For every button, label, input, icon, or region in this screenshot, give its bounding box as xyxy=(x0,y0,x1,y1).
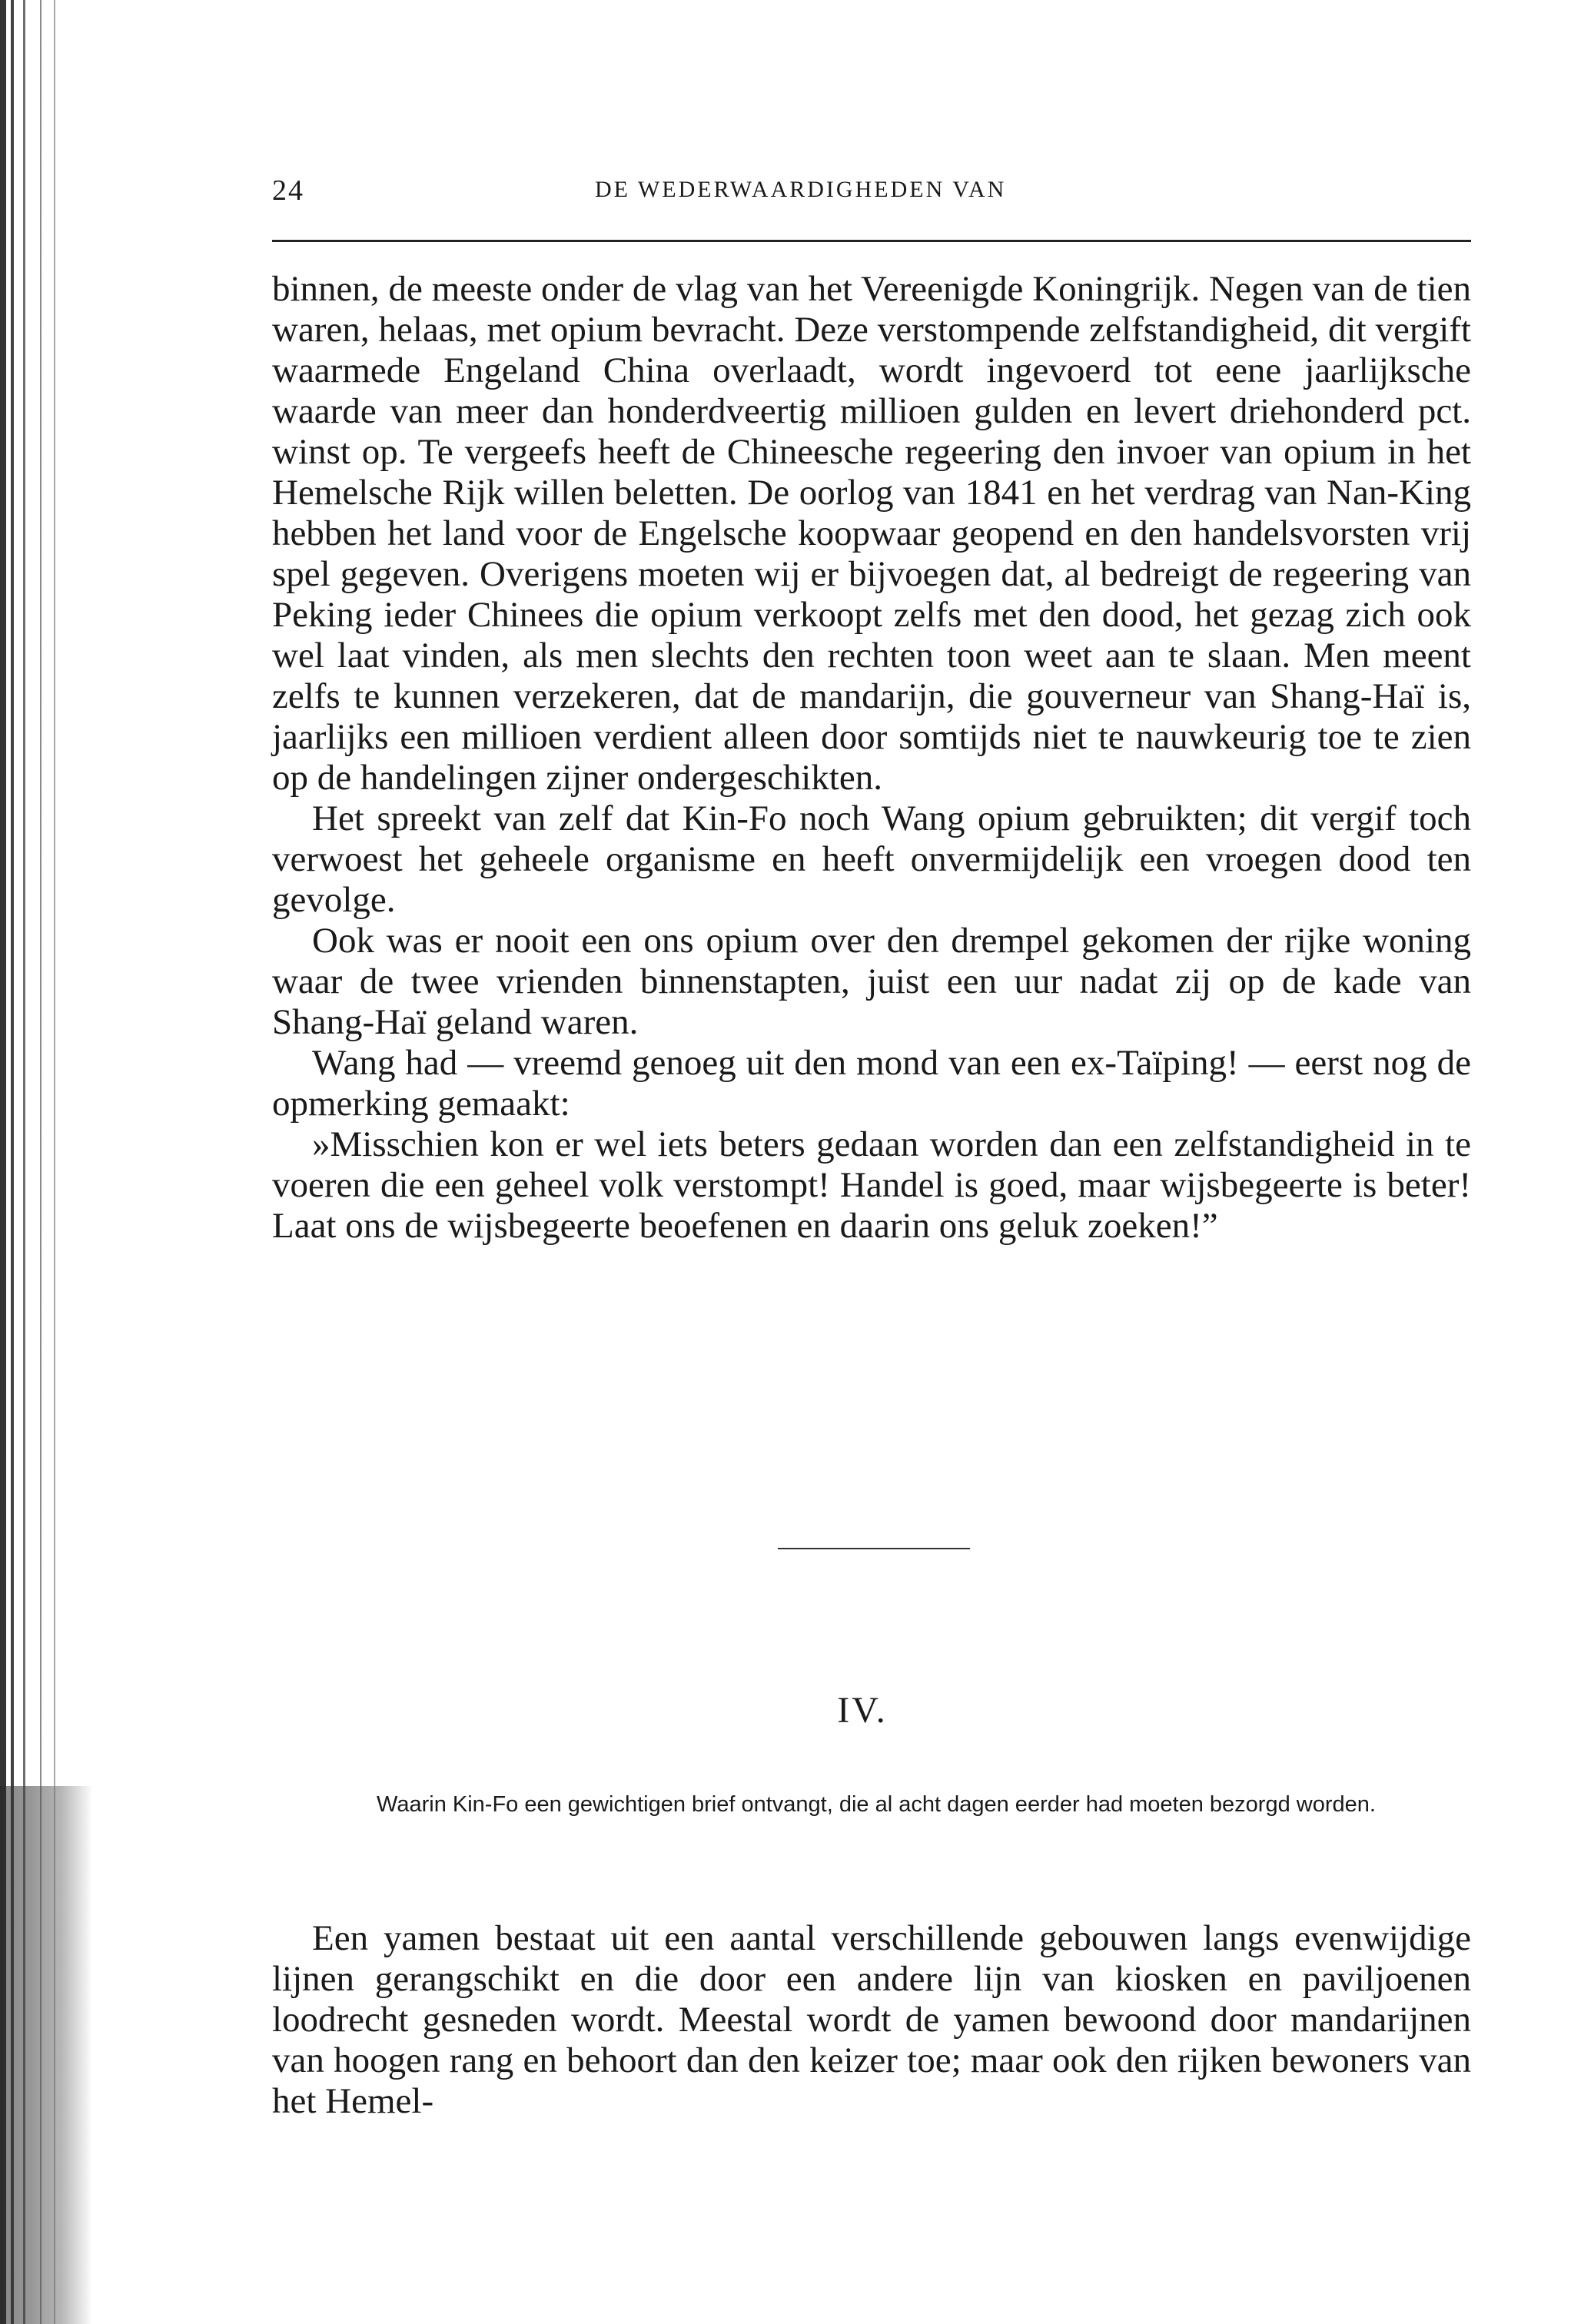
chapter-summary: Waarin Kin-Fo een gewichtigen brief ontvangt, die al acht dagen eerder had moeten bezorgd worden. xyxy=(377,1792,1376,1817)
section-divider xyxy=(778,1548,970,1549)
page-number: 24 xyxy=(272,174,304,207)
header-rule xyxy=(272,240,1471,242)
paragraph-continuation: binnen, de meeste onder de vlag van het Vereenigde Koningrijk. Negen van de tien waren, helaas, met opium bevracht. Deze verstompende zelfstandigheid, dit vergift waarmede Engeland China overlaadt, wordt ingevoerd tot eene jaarlijksche waarde van meer dan honderdveertig millioen gulden en levert driehonderd pct. winst op. Te vergeefs heeft de Chineesche regeering den invoer van opium in het Hemelsche Rijk willen beletten. De oorlog van 1841 en het verdrag van Nan-King hebben het land voor de Engelsche koopwaar geopend en den handelsvorsten vrij spel gegeven. Overigens moeten wij er bijvoegen dat, al bedreigt de regeering van Peking ieder Chinees die opium verkoopt zelfs met den dood, het gezag zich ook wel laat vinden, als men slechts den rechten toon weet aan te slaan. Men meent zelfs te kunnen verzekeren, dat de mandarijn, die gouverneur van Shang-Haï is, jaarlijks een millioen verdient alleen door somtijds niet te nauwkeurig toe te zien op de handelingen zijner ondergeschikten. xyxy=(272,269,1471,798)
running-head xyxy=(272,174,1471,220)
chapter-number: IV. xyxy=(837,1690,888,1731)
scanned-binding-edge xyxy=(0,0,92,2324)
paragraph: Ook was er nooit een ons opium over den drempel gekomen der rijke woning waar de twee vrienden binnenstapten, juist een uur nadat zij op de kade van Shang-Haï geland waren. xyxy=(272,921,1471,1042)
paragraph: Een yamen bestaat uit een aantal verschillende gebouwen langs evenwijdige lijnen gerangschikt en die door een andere lijn van kiosken en paviljoenen loodrecht gesneden wordt. Meestal wordt de yamen bewoond door mandarijnen van hoogen rang en behoort dan den keizer toe; maar ook den rijken bewoners van het Hemel- xyxy=(272,1918,1471,2121)
paragraph: Het spreekt van zelf dat Kin-Fo noch Wang opium gebruikten; dit vergif toch verwoest het geheele organisme en heeft onvermijdelijk een vroegen dood ten gevolge. xyxy=(272,798,1471,920)
paragraph: Wang had — vreemd genoeg uit den mond van een ex-Taïping! — eerst nog de opmerking gemaakt: xyxy=(272,1043,1471,1124)
chapter-opening-text xyxy=(272,1918,1471,2122)
paragraph-quote: »Misschien kon er wel iets beters gedaan worden dan een zelfstandigheid in te voeren die een geheel volk verstompt! Handel is goed, maar wijsbegeerte is beter! Laat ons de wijsbegeerte beoefenen en daarin ons geluk zoeken!” xyxy=(272,1124,1471,1246)
body-text xyxy=(272,269,1471,1247)
running-title: DE WEDERWAARDIGHEDEN VAN xyxy=(595,177,1007,202)
